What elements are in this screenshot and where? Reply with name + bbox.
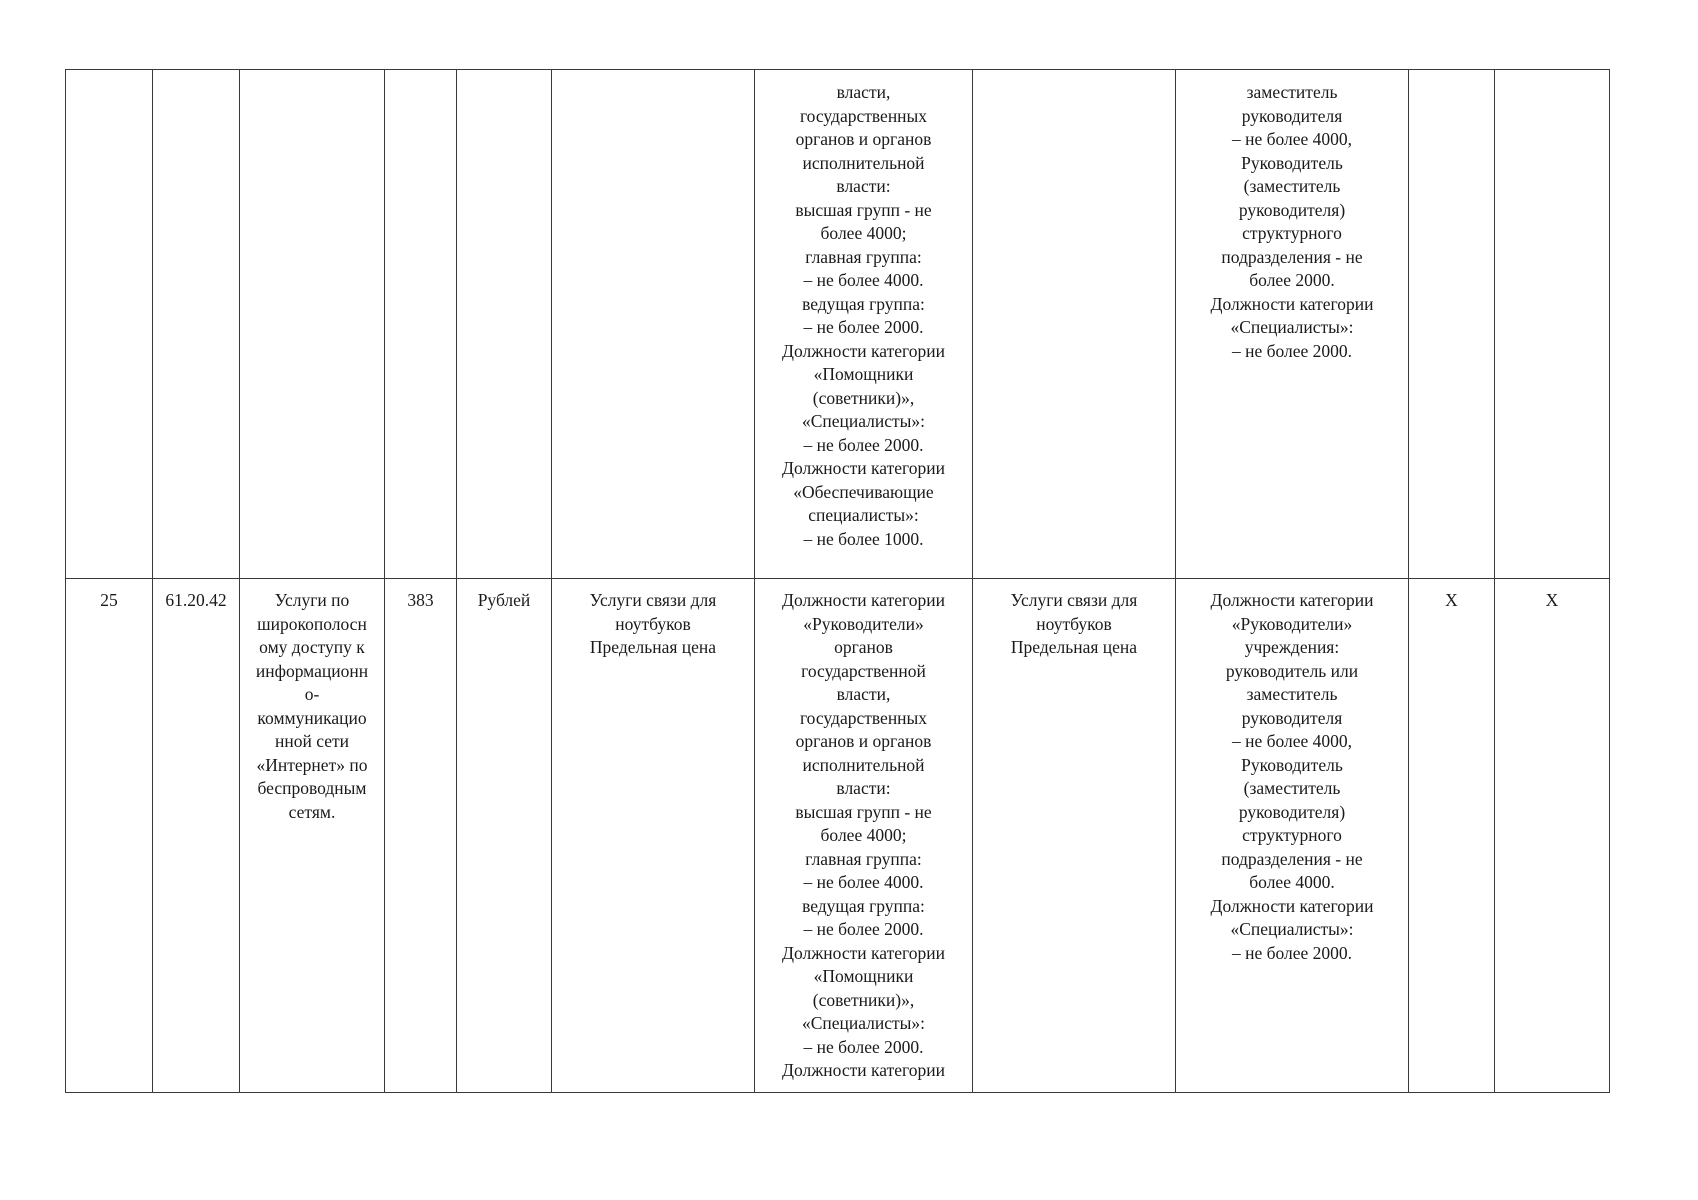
cell-number: 25 <box>66 579 153 1093</box>
cell-justification: X <box>1409 579 1495 1093</box>
document-table <box>65 69 1610 1093</box>
cell-okpd-code: 61.20.42 <box>153 579 240 1093</box>
cell-number <box>66 70 153 579</box>
cell-okei-code <box>385 70 457 579</box>
cell-justification <box>1409 70 1495 579</box>
cell-characteristic <box>552 70 755 579</box>
cell-gov-positions: Должности категории «Руководители» органов государственной власти, государственных органов и органов исполнительной власти: высшая групп - не более 4000; главная группа: – не более 4000. ведущая группа: – не более 2000. Должности категории «Помощники (советники)», «Специалисты»: – не более 2000. Должности категории <box>755 579 973 1093</box>
table-row-continuation <box>66 70 1610 579</box>
cell-characteristic: Услуги связи для ноутбуков Предельная цена <box>552 579 755 1093</box>
cell-unit: Рублей <box>457 579 552 1093</box>
cell-institution-positions: Должности категории «Руководители» учреждения: руководитель или заместитель руководителя – не более 4000, Руководитель (заместитель руководителя) структурного подразделения - не более 4000. Должности категории «Специалисты»: – не более 2000. <box>1176 579 1409 1093</box>
cell-function: X <box>1495 579 1610 1093</box>
cell-characteristic-2: Услуги связи для ноутбуков Предельная цена <box>973 579 1176 1093</box>
table-row-25 <box>66 579 1610 1093</box>
cell-institution-positions: заместитель руководителя – не более 4000, Руководитель (заместитель руководителя) структурного подразделения - не более 2000. Должности категории «Специалисты»: – не более 2000. <box>1176 70 1409 579</box>
cell-gov-positions: власти, государственных органов и органов исполнительной власти: высшая групп - не более 4000; главная группа: – не более 4000. ведущая группа: – не более 2000. Должности категории «Помощники (советники)», «Специалисты»: – не более 2000. Должности категории «Обеспечивающие специалисты»: – не более 1000. <box>755 70 973 579</box>
cell-function <box>1495 70 1610 579</box>
cell-service-name <box>240 70 385 579</box>
cell-characteristic-2 <box>973 70 1176 579</box>
cell-okpd-code <box>153 70 240 579</box>
cell-okei-code: 383 <box>385 579 457 1093</box>
cell-service-name: Услуги по широкополосн ому доступу к информационн о- коммуникацио нной сети «Интернет» по беспроводным сетям. <box>240 579 385 1093</box>
cell-unit <box>457 70 552 579</box>
